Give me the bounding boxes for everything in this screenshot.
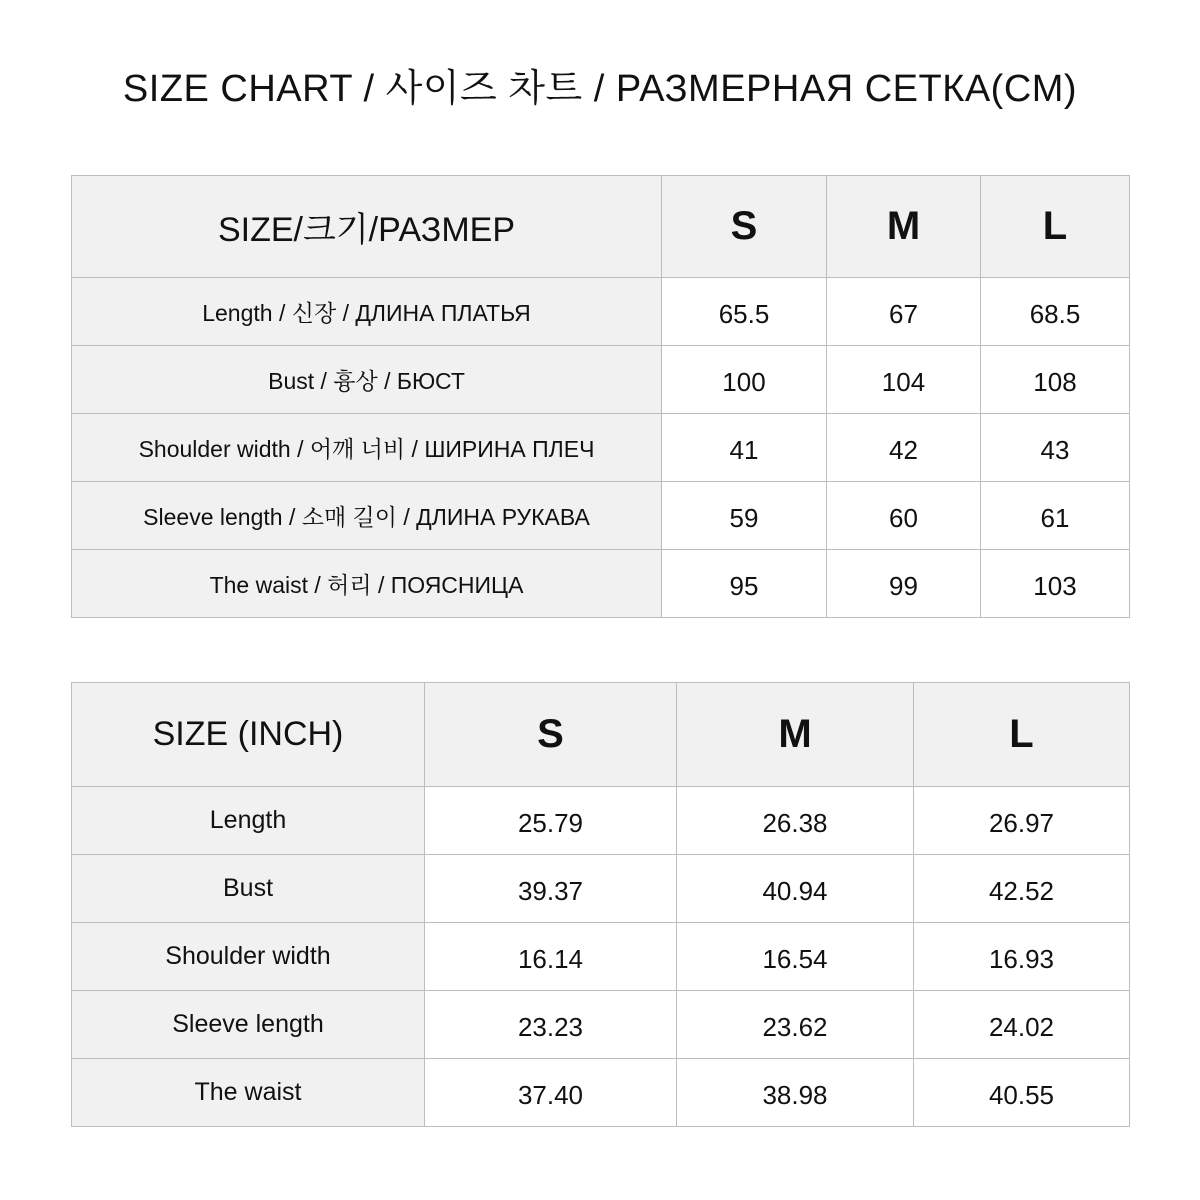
size-header-l: L — [981, 176, 1130, 278]
table-row — [72, 923, 1130, 991]
cell-value: 61 — [981, 482, 1130, 550]
cell-value: 67 — [827, 278, 981, 346]
cell-value: 40.94 — [677, 855, 914, 923]
cell-value: 103 — [981, 550, 1130, 618]
cell-value: 60 — [827, 482, 981, 550]
size-header-label: SIZE (INCH) — [72, 683, 425, 787]
cell-value: 65.5 — [662, 278, 827, 346]
table-row — [72, 1059, 1130, 1127]
cell-value: 26.38 — [677, 787, 914, 855]
table-row — [72, 482, 1130, 550]
size-header-label: SIZE/크기/РАЗМЕР — [72, 176, 662, 278]
size-header-m: M — [827, 176, 981, 278]
table-row — [72, 414, 1130, 482]
cell-value: 108 — [981, 346, 1130, 414]
cell-value: 25.79 — [425, 787, 677, 855]
table-row — [72, 550, 1130, 618]
size-header-m: M — [677, 683, 914, 787]
row-label: The waist — [72, 1059, 425, 1127]
size-header-s: S — [662, 176, 827, 278]
cell-value: 16.93 — [914, 923, 1130, 991]
row-label: Sleeve length / 소매 길이 / ДЛИНА РУКАВА — [72, 482, 662, 550]
table-row — [72, 991, 1130, 1059]
row-label: Shoulder width — [72, 923, 425, 991]
table-header-row — [72, 176, 1130, 278]
row-label: The waist / 허리 / ПОЯСНИЦА — [72, 550, 662, 618]
page-title: SIZE CHART / 사이즈 차트 / РАЗМЕРНАЯ СЕТКА(CM) — [122, 68, 1078, 110]
cell-value: 39.37 — [425, 855, 677, 923]
table-header-row — [72, 683, 1130, 787]
cell-value: 38.98 — [677, 1059, 914, 1127]
cell-value: 37.40 — [425, 1059, 677, 1127]
cell-value: 16.54 — [677, 923, 914, 991]
cell-value: 100 — [662, 346, 827, 414]
cell-value: 42.52 — [914, 855, 1130, 923]
table-row — [72, 346, 1130, 414]
cell-value: 23.62 — [677, 991, 914, 1059]
cell-value: 24.02 — [914, 991, 1130, 1059]
row-label: Length — [72, 787, 425, 855]
row-label: Sleeve length — [72, 991, 425, 1059]
row-label: Bust / 흉상 / БЮСТ — [72, 346, 662, 414]
cell-value: 23.23 — [425, 991, 677, 1059]
table-row — [72, 278, 1130, 346]
size-header-l: L — [914, 683, 1130, 787]
size-header-s: S — [425, 683, 677, 787]
cell-value: 40.55 — [914, 1059, 1130, 1127]
table-row — [72, 787, 1130, 855]
table-row — [72, 855, 1130, 923]
cell-value: 41 — [662, 414, 827, 482]
cell-value: 16.14 — [425, 923, 677, 991]
cell-value: 68.5 — [981, 278, 1130, 346]
cell-value: 42 — [827, 414, 981, 482]
cell-value: 95 — [662, 550, 827, 618]
inch-size-table — [71, 682, 1130, 1127]
cell-value: 43 — [981, 414, 1130, 482]
cell-value: 26.97 — [914, 787, 1130, 855]
cm-size-table — [71, 175, 1130, 618]
row-label: Shoulder width / 어깨 너비 / ШИРИНА ПЛЕЧ — [72, 414, 662, 482]
cell-value: 59 — [662, 482, 827, 550]
row-label: Length / 신장 / ДЛИНА ПЛАТЬЯ — [72, 278, 662, 346]
cell-value: 104 — [827, 346, 981, 414]
row-label: Bust — [72, 855, 425, 923]
cell-value: 99 — [827, 550, 981, 618]
